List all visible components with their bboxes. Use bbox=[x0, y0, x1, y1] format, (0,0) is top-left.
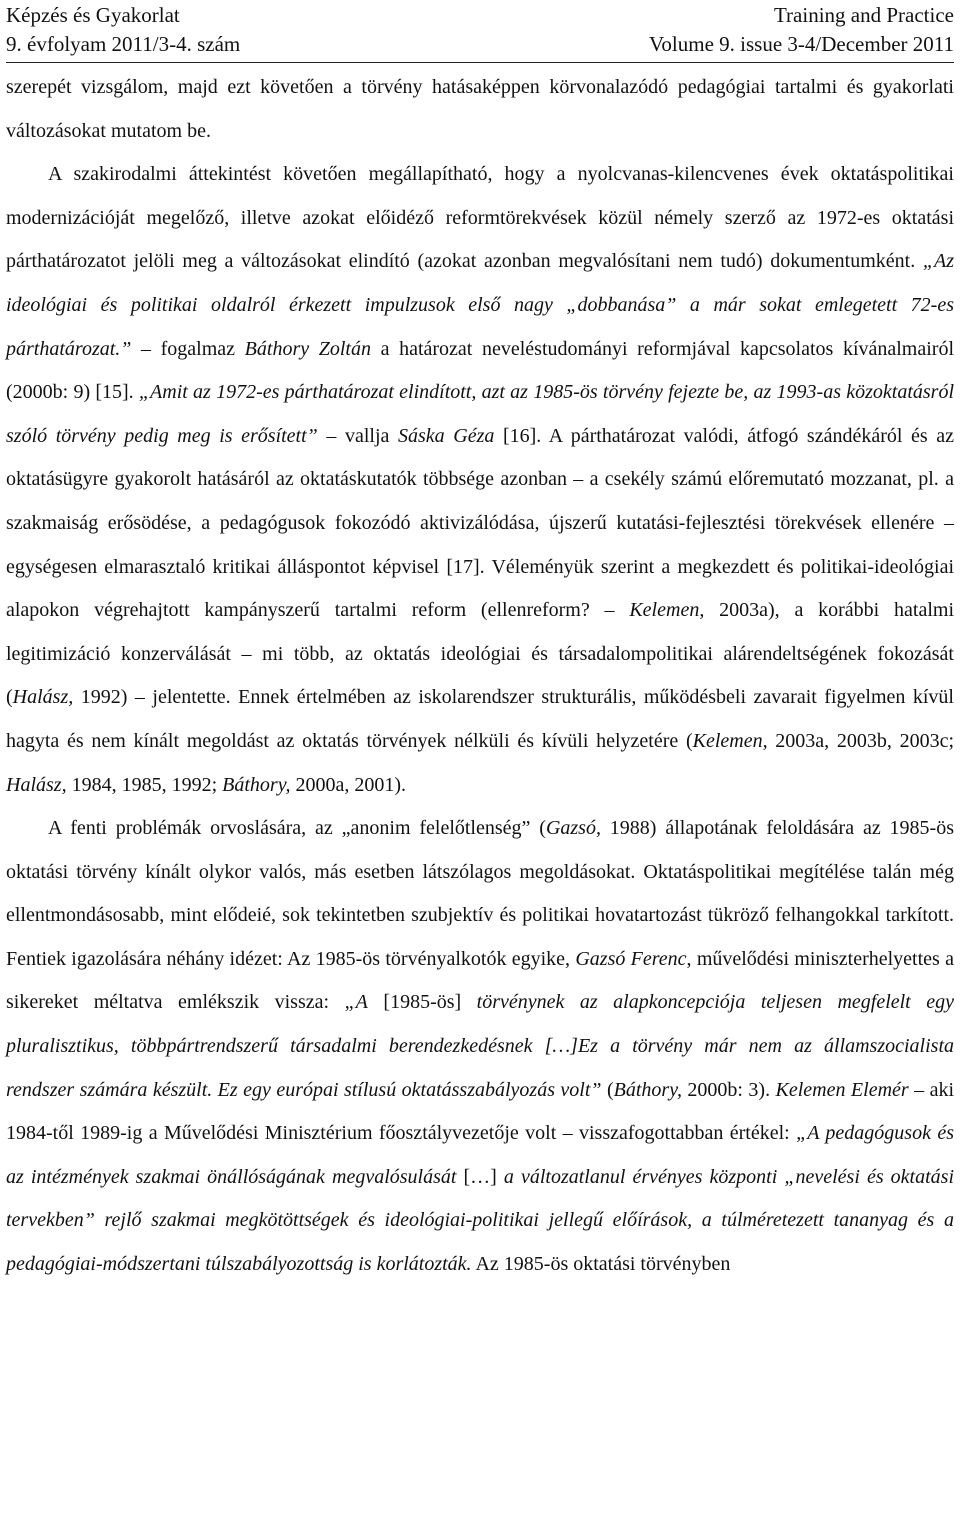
italic-text-run: Sáska Géza bbox=[398, 424, 495, 447]
header-row-issues bbox=[6, 30, 954, 59]
text-run: [1985-ös] bbox=[367, 991, 477, 1014]
journal-title-hu: Képzés és Gyakorlat bbox=[6, 3, 180, 27]
italic-text-run: Báthory Zoltán bbox=[244, 337, 371, 360]
text-run: – fogalmaz bbox=[131, 337, 245, 360]
text-run: 2003a), a korábbi hatalmi legitimizáció konzerválását – mi több, az oktatás ideológiai és társadalompolitikai alárendeltségének fokozását ( bbox=[6, 599, 954, 709]
article-body bbox=[6, 66, 954, 1287]
italic-text-run: Halász, bbox=[6, 773, 67, 796]
italic-text-run: Gazsó Ferenc bbox=[575, 947, 687, 970]
italic-text-run: „Amit az 1972-es párthatározat elindított, azt az 1985-ös törvény fejezte be, az 1993-as közoktatásról szóló törvény pedig meg is erősített” bbox=[6, 381, 954, 447]
italic-text-run: „A bbox=[344, 991, 368, 1014]
text-run: , művelődési miniszterhelyettes a sikereket méltatva emlékszik vissza: bbox=[6, 947, 954, 1014]
italic-text-run: Báthory, bbox=[222, 773, 291, 796]
italic-text-run: a változatlanul érvényes központi „nevelési és oktatási tervekben” rejlő szakmai megkötöttségek és ideológiai-politikai jellegű előírások, a túlméretezett tananyag és a pedagógiai-módszertani túlszabályozottság is korlátozták. bbox=[6, 1165, 954, 1276]
italic-text-run: Gazsó, bbox=[545, 817, 601, 840]
issue-info-hu: 9. évfolyam 2011/3-4. szám bbox=[6, 32, 241, 56]
paragraph-1 bbox=[6, 66, 954, 153]
text-run: – aki 1984-től 1989-ig a Művelődési Minisztérium főosztályvezetője volt – visszafogottabban értékel: bbox=[6, 1078, 954, 1145]
text-run: A szakirodalmi áttekintést követően megállapítható, hogy a nyolcvanas-kilencvenes évek oktatáspolitikai modernizációját megelőző, illetve azokat előidéző reformtörekvések közül némely szerző az 1972-es oktatási párthatározatot jelöli meg a változásokat elindító (azokat azonban megvalósítani nem tudó) dokumentumként. bbox=[6, 163, 954, 273]
italic-text-run: Kelemen Elemér bbox=[775, 1078, 909, 1101]
text-run: – vallja bbox=[317, 424, 399, 447]
text-run: [16]. A párthatározat valódi, átfogó szándékáról és az oktatásügyre gyakorolt hatásáról az oktatáskutatók többsége azonban – a csekély számú előremutató mozzanat, pl. a szakmaiság erősödése, a pedagógusok fokozódó aktivizálódása, újszerű kutatási-fejlesztési törekvések ellenére – egységesen elmarasztaló kritikai álláspontot képvisel [17]. Véleményük szerint a megkezdett és politikai-ideológiai alapokon végrehajtott kampányszerű tartalmi reform (ellenreform? – bbox=[6, 424, 955, 622]
text-run: szerepét vizsgálom, majd ezt követően a törvény hatásaképpen körvonalazódó pedagógiai tartalmi és gyakorlati változásokat mutatom be. bbox=[6, 76, 954, 142]
italic-text-run: „Az ideológiai és politikai oldalról érkezett impulzusok első nagy „dobbanása” a már sokat emlegetett 72-es párthatározat.” bbox=[6, 250, 954, 360]
text-run: 2000a, 2001). bbox=[290, 773, 407, 796]
italic-text-run: Báthory, bbox=[613, 1078, 682, 1101]
paragraph-2 bbox=[6, 153, 954, 807]
issue-info-en: Volume 9. issue 3-4/December 2011 bbox=[648, 32, 954, 56]
italic-text-run: Kelemen, bbox=[692, 729, 768, 752]
italic-text-run: Halász, bbox=[12, 686, 74, 709]
paragraph-3 bbox=[6, 807, 954, 1287]
page-header bbox=[6, 0, 954, 62]
text-run: 1992) – jelentette. Ennek értelmében az iskolarendszer strukturális, működésbeli zavarait figyelmen kívül hagyta és nem kínált megoldást az oktatás törvények nélküli és kívüli helyzetére ( bbox=[6, 686, 954, 752]
text-run: […] bbox=[456, 1165, 504, 1188]
italic-text-run: „A pedagógusok és az intézmények szakmai önállóságának megvalósulását bbox=[6, 1122, 954, 1188]
text-run: 2003a, 2003b, 2003c; bbox=[767, 729, 954, 752]
journal-title-en: Training and Practice bbox=[773, 3, 954, 27]
header-row-titles bbox=[6, 0, 954, 30]
italic-text-run: törvénynek az alapkoncepciója teljesen megfelelt egy pluralisztikus, többpártrendszerű társadalmi berendezkedésnek […]Ez a törvény már nem az államszocialista rendszer számára készült. Ez egy európai stílusú oktatásszabályozás volt” bbox=[6, 991, 954, 1101]
text-run: 2000b: 3). bbox=[681, 1078, 776, 1101]
text-run: Az 1985-ös oktatási törvényben bbox=[471, 1253, 731, 1276]
text-run: 1984, 1985, 1992; bbox=[66, 773, 223, 796]
italic-text-run: Kelemen, bbox=[629, 599, 705, 622]
text-run: ( bbox=[601, 1078, 614, 1101]
text-run: 1988) állapotának feloldására az 1985-ös oktatási törvény kínált olykor valós, más esetben látszólagos megoldásokat. Oktatáspolitikai megítélése talán még ellentmondásosabb, mint elődeié, sok tekintetben szubjektív és politikai hovatartozást tükröző felhangokkal tarkított. Fentiek igazolására néhány idézet: Az 1985-ös törvényalkotók egyike, bbox=[6, 817, 954, 970]
header-divider bbox=[6, 62, 954, 63]
text-run: A fenti problémák orvoslására, az „anonim felelőtlenség” ( bbox=[48, 817, 546, 840]
text-run: a határozat neveléstudományi reformjával kapcsolatos kívánalmairól (2000b: 9) [15]. bbox=[6, 337, 955, 404]
